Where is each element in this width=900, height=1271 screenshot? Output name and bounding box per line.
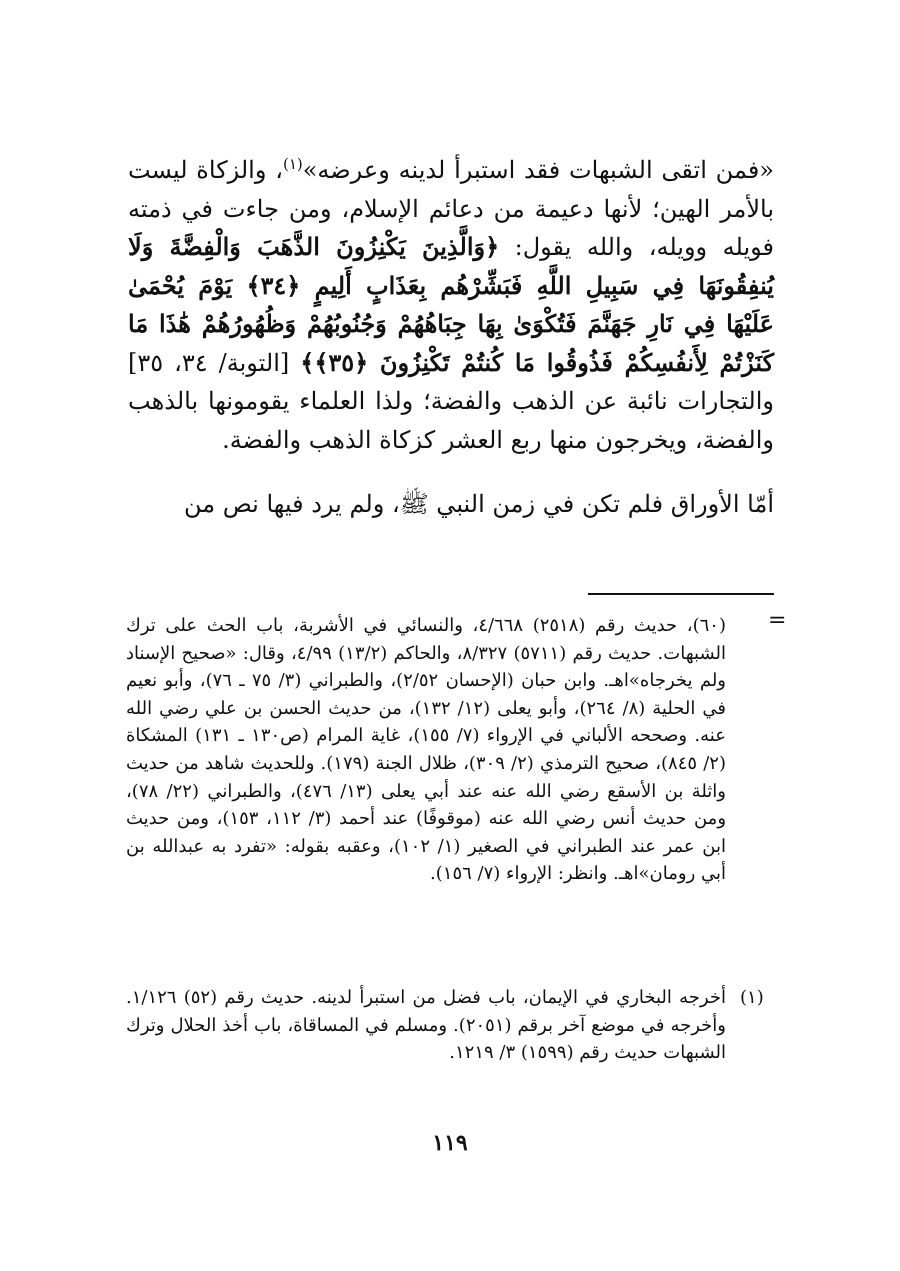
footnote-continued-text: (٦٠)، حديث رقم (٢٥١٨) ٤/٦٦٨، والنسائي في الأشربة، باب الحث على ترك الشبهات. حديث رقم (٥٧١١) ٨/٣٢٧، والحاكم (١٣/٢) ٤/٩٩، وقال: «صحيح الإسناد ولم يخرجاه»اهـ. وابن حبان (الإحسان ٢/٥٢)، والطبراني (٣/ ٧٥ ـ ٧٦)، وأبو نعيم في الحلية (٨/ ٢٦٤)، وأبو يعلى (١٢/ ١٣٢)، من حديث الحسن بن علي رضي الله عنه. وصححه الألباني في الإرواء (٧/ ١٥٥)، غاية المرام (ص١٣٠ ـ ١٣١) المشكاة (٢/ ٨٤٥)، صحيح الترمذي (٢/ ٣٠٩)، ظلال الجنة (١٧٩). وللحديث شاهد من حديث واثلة بن الأسقع رضي الله عنه عند أبي يعلى (١٣/ ٤٧٦)، والطبراني (٢٢/ ٧٨)، ومن حديث أنس رضي الله عنه (موقوفًا) عند أحمد (٣/ ١١٢، ١٥٣)، ومن حديث ابن عمر عند الطبراني في الصغير (١/ ١٠٢)، وعقبه بقوله: «تفرد به عبدالله بن أبي رومان»اهـ. وانظر: الإرواء (٧/ ١٥٦). (126, 615, 727, 885)
paragraph-1-text: ، والزكاة ليست بالأمر الهين؛ لأنها دعيمة من دعائم الإسلام، ومن جاءت في ذمته فويله وويله، والله يقول: (128, 156, 774, 261)
paragraph-1 (128, 145, 774, 459)
footnotes-continued (126, 612, 726, 888)
footnote-1: أخرجه البخاري في الإيمان، باب فضل من استبرأ لدينه. حديث رقم (٥٢) ١/١٢٦. وأخرجه في موضع آخر برقم (٢٠٥١). ومسلم في المساقاة، باب أخذ الحلال وترك الشبهات حديث رقم (١٥٩٩) ٣/ ١٢١٩. (126, 987, 726, 1064)
footnote-continuation-mark: = (768, 608, 787, 633)
main-text (128, 145, 774, 524)
page-number: ١١٩ (432, 1130, 468, 1156)
quran-verse: ﴿وَالَّذِينَ يَكْنِزُونَ الذَّهَبَ وَالْفِضَّةَ وَلَا يُنفِقُونَهَا فِي سَبِيلِ اللَّهِ فَبَشِّرْهُم بِعَذَابٍ أَلِيمٍ ﴿٣٤﴾ يَوْمَ يُحْمَىٰ عَلَيْهَا فِي نَارِ جَهَنَّمَ فَتُكْوَىٰ بِهَا جِبَاهُهُمْ وَجُنُوبُهُمْ وَظُهُورُهُمْ هَٰذَا مَا كَنَزْتُمْ لِأَنفُسِكُمْ فَذُوقُوا مَا كُنتُمْ تَكْنِزُونَ ﴿٣٥﴾﴾ (128, 232, 775, 377)
paragraph-2: أمّا الأوراق فلم تكن في زمن النبي ﷺ، ولم يرد فيها نص من (184, 490, 774, 518)
verse-citation: [التوبة/ ٣٤، ٣٥] (128, 348, 301, 377)
footnote-ref-1[interactable]: (١) (282, 155, 303, 173)
footnote-1-number: (١) (740, 987, 764, 1008)
footnote-separator (588, 593, 774, 595)
hadith-quote: «فمن اتقى الشبهات فقد استبرأ لدينه وعرضه» (302, 156, 774, 184)
paragraph-1-conclusion: والتجارات نائبة عن الذهب والفضة؛ ولذا العلماء يقومونها بالذهب والفضة، ويخرجون منها ربع العشر كزكاة الذهب والفضة. (128, 387, 774, 454)
